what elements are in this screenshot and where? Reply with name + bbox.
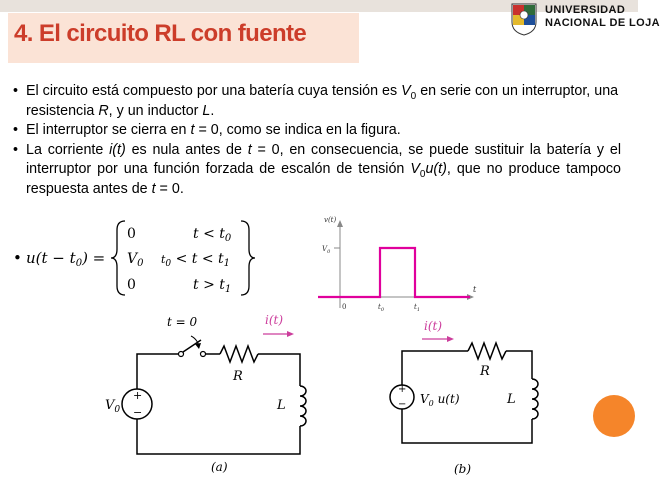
- b3-sub: 0: [419, 168, 426, 180]
- plot-t0-label: $t_0$: [378, 303, 385, 313]
- b3-text1: La corriente: [26, 141, 110, 158]
- bullet-3: [13, 141, 621, 200]
- bullet-list: [13, 82, 621, 199]
- inductor-a-label: L: [277, 398, 286, 413]
- switch-label: t = 0: [167, 315, 198, 329]
- b1-end: .: [210, 102, 215, 119]
- pulse-line: [318, 248, 470, 297]
- slide-title: 4. El circuito RL con fuente: [14, 20, 307, 47]
- wire-b-top-left: [402, 351, 468, 385]
- wire-a-bottom: [137, 419, 300, 454]
- b1-rest2: , y un inductor: [108, 102, 203, 119]
- circuit-b: [372, 313, 552, 476]
- plot-t1-label: $t_1$: [414, 303, 421, 313]
- b3-text2: es nula antes de: [125, 141, 248, 158]
- b3-u: u(t): [425, 161, 447, 177]
- b3-t2: t: [151, 180, 156, 197]
- b1-rest1: en serie con un interruptor, una resistencia: [26, 83, 619, 119]
- b1-sub: 0: [410, 90, 417, 102]
- b2-text: El interruptor se cierra en: [26, 122, 191, 138]
- b1-l: L: [202, 102, 211, 119]
- b1-r: R: [98, 102, 109, 119]
- decorative-circle: [593, 395, 635, 437]
- current-b-arrow-icon: [447, 336, 454, 342]
- eq-lhs: $u(t - t_0)$ =: [26, 249, 106, 269]
- resistor-b-label: R: [480, 364, 490, 379]
- b3-text4: , que no produce tampoco respuesta antes de: [26, 161, 621, 197]
- case1-val: 0: [127, 226, 136, 242]
- current-a-arrow-icon: [287, 331, 294, 337]
- wire-b-bottom: [402, 409, 532, 443]
- source-b-label: $V_0$ u(t): [420, 392, 460, 408]
- resistor-a-icon: [220, 346, 258, 362]
- plot-ylabel: v(t): [324, 216, 337, 224]
- b3-v: V: [410, 161, 420, 177]
- university-line2: NACIONAL DE LOJA: [545, 17, 660, 29]
- b3-end: = 0.: [155, 180, 184, 197]
- source-a-plus: +: [133, 389, 143, 402]
- source-a-minus: −: [133, 406, 143, 419]
- switch-arrow-icon: [195, 343, 201, 349]
- circuit-a: [95, 306, 325, 476]
- switch-contact-2: [201, 352, 206, 357]
- plot-v0-label: $V_0$: [322, 245, 331, 255]
- step-equation: [13, 216, 313, 301]
- plot-y-arrow: [337, 220, 343, 227]
- inductor-b-icon: [532, 379, 538, 419]
- bullet-2: [13, 121, 621, 141]
- wire-a-top-right: [258, 354, 300, 386]
- university-name: [545, 4, 660, 30]
- current-a-label: i(t): [265, 313, 284, 327]
- caption-a: (a): [211, 460, 228, 474]
- wire-b-top-right: [506, 351, 532, 379]
- resistor-a-label: R: [233, 369, 243, 384]
- plot-origin-label: 0: [342, 303, 347, 311]
- b1-v: V: [401, 83, 411, 99]
- bullet-1: [13, 82, 621, 121]
- left-brace: [111, 221, 125, 295]
- resistor-b-icon: [468, 343, 506, 359]
- source-b-minus: −: [398, 399, 407, 410]
- b1-text: El circuito está compuesto por una batería cuya tensión es: [26, 83, 402, 99]
- plot-xlabel: t: [473, 285, 477, 294]
- university-line1: UNIVERSIDAD: [545, 4, 626, 16]
- switch-contact-1: [179, 352, 184, 357]
- b3-t: t: [247, 141, 252, 158]
- b2-end: = 0, como se indica en la figura.: [194, 122, 401, 138]
- case3-cond: $t > t_1$: [193, 277, 232, 295]
- source-a-label: $V_0$: [105, 398, 121, 415]
- case2-val: $V_0$: [127, 251, 144, 269]
- current-b-label: i(t): [424, 319, 443, 333]
- inductor-b-label: L: [507, 392, 516, 407]
- source-b-plus: +: [398, 384, 407, 395]
- b2-t: t: [190, 122, 195, 138]
- wire-a-top-left: [137, 354, 179, 389]
- inductor-a-icon: [300, 386, 306, 426]
- b3-it: i(t): [109, 141, 126, 158]
- top-bar: [0, 0, 638, 12]
- university-logo: [510, 2, 538, 36]
- pulse-plot: [310, 212, 480, 322]
- case3-val: 0: [127, 277, 136, 293]
- caption-b: (b): [454, 462, 472, 476]
- case1-cond: $t < t_0$: [193, 226, 232, 244]
- eq-bullet: •: [13, 249, 22, 267]
- case2-cond: $t_0 < t < t_1$: [161, 251, 231, 269]
- b3-text3: = 0, en consecuencia, se puede sustituir la batería y el interruptor por una función forzada de escalón de tensión: [26, 141, 621, 177]
- right-brace: [241, 221, 255, 295]
